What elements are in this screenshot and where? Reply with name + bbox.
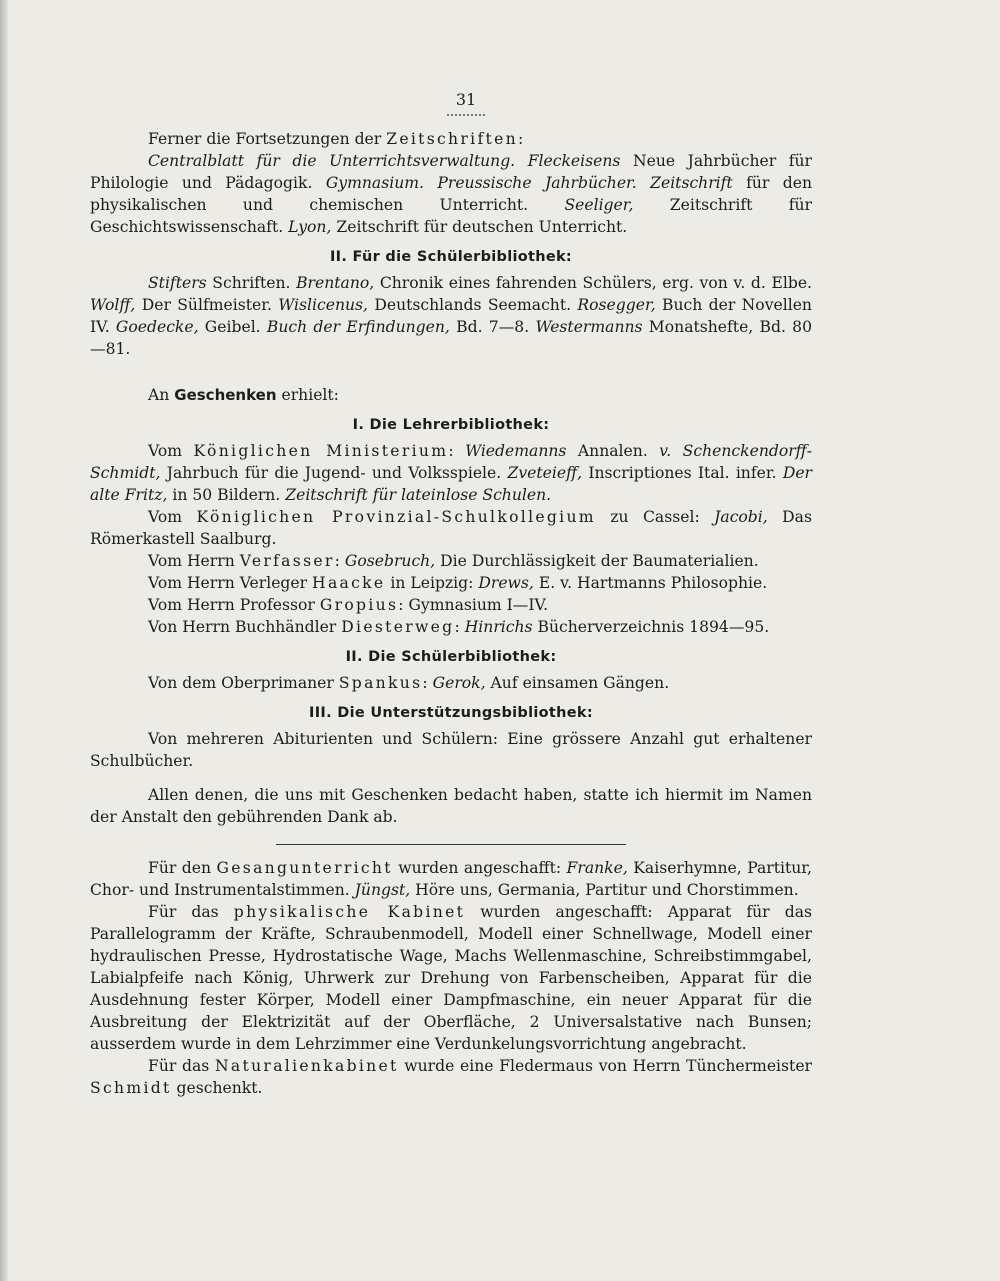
gift-haacke: Vom Herrn Verleger Haacke in Leipzig: Drews, E. v. Hartmanns Philosophie. — [148, 574, 768, 592]
gift-gropius: Vom Herrn Professor Gropius: Gymnasium I—IV. — [148, 596, 549, 614]
gift-abiturienten: Von mehreren Abiturienten und Schülern: Eine grössere Anzahl gut erhaltener Schulbücher. — [90, 730, 812, 770]
heading-schuelerbibliothek-gifts: II. Die Schülerbibliothek: — [345, 649, 557, 665]
heading-schuelerbibliothek: II. Für die Schülerbibliothek: — [329, 249, 573, 265]
naturalienkabinet-paragraph: Für das Naturalienkabinet wurde eine Fledermaus von Herrn Tünchermeister Schmidt geschenkt. — [90, 1057, 812, 1097]
heading-lehrerbibliothek: I. Die Lehrerbibliothek: — [352, 417, 550, 433]
gift-diesterweg: Von Herrn Buchhändler Diesterweg: Hinrichs Bücherverzeichnis 1894—95. — [148, 618, 770, 636]
zeitschriften-intro: Ferner die Fortsetzungen der Zeitschriften: — [148, 130, 524, 148]
page-body — [90, 128, 812, 1099]
gift-schulkollegium: Vom Königlichen Provinzial-Schulkollegium zu Cassel: Jacobi, Das Römerkastell Saalburg. — [90, 508, 812, 548]
gift-ministerium: Vom Königlichen Ministerium: Wiedemanns Annalen. v. Schenckendorff-Schmidt, Jahrbuch für die Jugend- und Volksspiele. Zveteieff, Inscriptiones Ital. infer. Der alte Fritz, in 50 Bildern. Zeitschrift für lateinlose Schulen. — [90, 442, 812, 504]
zeitschriften-list: Centralblatt für die Unterrichtsverwaltung. Fleckeisens Neue Jahrbücher für Philologie und Pädagogik. Gymnasium. Preussische Jahrbücher. Zeitschrift für den physikalischen und chemischen Unterricht. Seeliger, Zeitschrift für Geschichtswissenschaft. Lyon, Zeitschrift für deutschen Unterricht. — [90, 152, 812, 236]
schuelerbibliothek-list: Stifters Schriften. Brentano, Chronik eines fahrenden Schülers, erg. von v. d. Elbe. Wolff, Der Sülfmeister. Wislicenus, Deutschlands Seemacht. Rosegger, Buch der Novellen IV. Goedecke, Geibel. Buch der Erfindungen, Bd. 7—8. Westermanns Monatshefte, Bd. 80—81. — [90, 274, 812, 358]
gift-spankus: Von dem Oberprimaner Spankus: Gerok, Auf einsamen Gängen. — [148, 674, 670, 692]
section-divider — [276, 844, 626, 845]
page-number: 31 — [455, 90, 477, 109]
physik-kabinet-paragraph: Für das physikalische Kabinet wurden angeschafft: Apparat für das Parallelogramm der Kräfte, Schraubenmodell, Modell einer Schnellwage, Modell einer hydraulischen Presse, Hydrostatische Wage, Machs Wellenmaschine, Schreibstimmgabel, Labialpfeife nach König, Uhrwerk zur Drehung von Farbenscheiben, Apparat für die Ausdehnung fester Körper, Modell einer Dampfmaschine, ein neuer Apparat für die Ausbreitung der Elektrizität auf der Oberfläche, 2 Universalstative nach Bunsen; ausserdem wurde in dem Lehrzimmer eine Verdunkelungsvorrichtung angebracht. — [90, 903, 813, 1053]
heading-unterstuetzungsbibliothek: III. Die Unterstützungsbibliothek: — [309, 705, 593, 721]
gift-verfasser: Vom Herrn Verfasser: Gosebruch, Die Durchlässigkeit der Baumaterialien. — [148, 552, 759, 570]
page-edge-shadow — [0, 0, 9, 1281]
geschenke-intro: An Geschenken erhielt: — [148, 386, 339, 404]
thanks-paragraph: Allen denen, die uns mit Geschenken bedacht haben, statte ich hiermit im Namen der Anstalt den gebührenden Dank ab. — [90, 786, 812, 826]
gesangunterricht-paragraph: Für den Gesangunterricht wurden angeschafft: Franke, Kaiserhymne, Partitur, Chor- und Instrumentalstimmen. Jüngst, Höre uns, Germania, Partitur und Chorstimmen. — [90, 859, 813, 899]
page-number-ornament — [447, 111, 485, 116]
